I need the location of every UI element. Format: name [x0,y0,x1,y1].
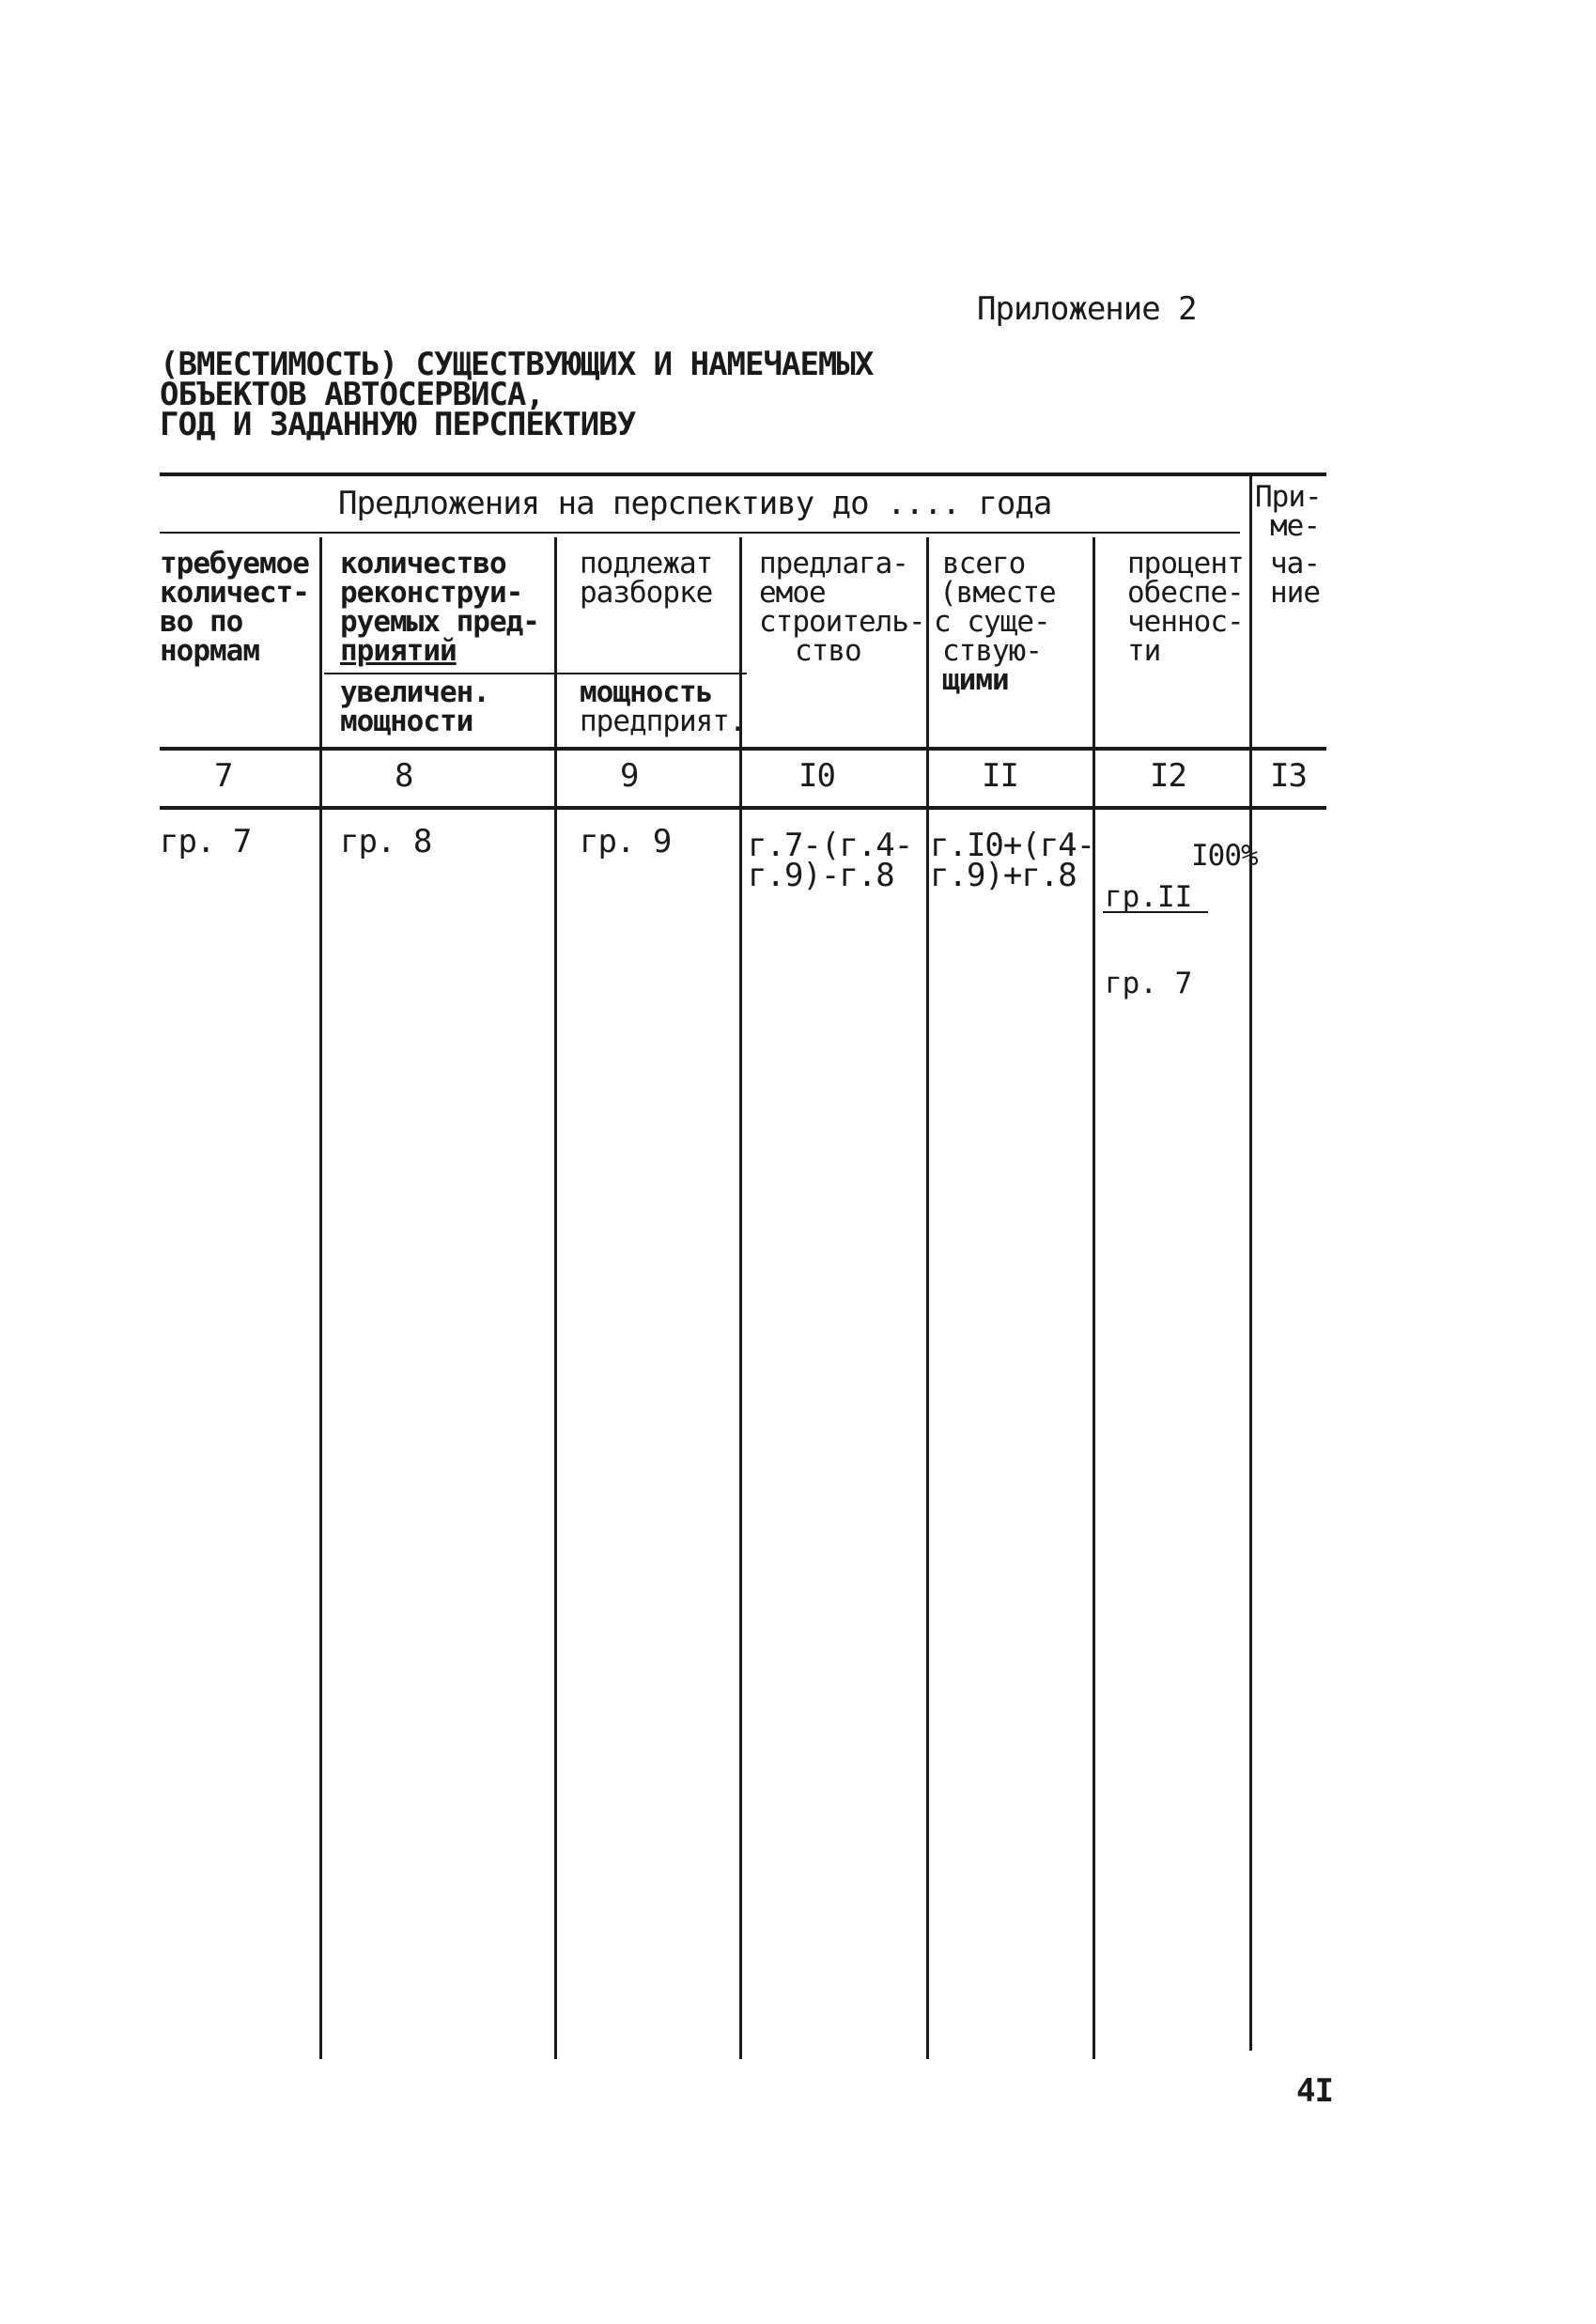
title-line: ОБЪЕКТОВ АВТОСЕРВИСА, [160,376,544,413]
header-line: приятий [340,634,457,668]
header-line: ти [1127,634,1161,668]
header-line: требуемое [160,547,309,581]
header-line: (вместе [939,576,1056,610]
header-line: подлежат [580,547,713,581]
header-line: ченнос- [1127,605,1244,639]
header-line: количест- [160,576,309,610]
sub-header-line: предприят. [580,705,746,738]
header-line: обеспе- [1127,576,1244,610]
header-line: руемых пред- [340,605,539,639]
header-line: процент [1127,547,1244,581]
column-number: I0 [798,757,835,795]
header-line: с суще- [934,605,1050,639]
sub-header-line: мощности [340,705,473,738]
header-line: реконструи- [340,576,523,610]
column-rule [1249,473,1252,2051]
column-number: 9 [620,757,639,795]
table-top-rule [160,473,1326,476]
cell-c11-line: г.9)+г.8 [930,857,1077,894]
note-header-line: При- [1255,480,1322,514]
group-header-rule [160,532,1240,534]
cell-c11-line: г.I0+(г4- [930,827,1095,864]
column-rule [926,537,929,2059]
numbers-bottom-rule [160,806,1326,810]
column-rule [554,537,557,2059]
header-line: емое [759,576,826,610]
column-number: II [982,757,1018,795]
fraction-denominator: гр. 7 [1105,967,1193,1000]
fraction-numerator: гр.II [1103,883,1208,913]
header-line: во по [160,605,243,639]
column-rule [1092,537,1095,2059]
header-line: ствую- [942,634,1042,668]
note-header-line: ча- [1270,547,1320,581]
header-line: строитель- [759,605,925,639]
header-line: нормам [160,634,259,668]
note-header-line: ме- [1270,509,1320,543]
column-rule [319,537,322,2059]
cell-c7: гр. 7 [160,823,252,860]
note-header-line: ние [1270,576,1320,610]
subheader-rule [324,673,747,674]
title-line: (ВМЕСТИМОСТЬ) СУЩЕСТВУЮЩИХ И НАМЕЧАЕМЫХ [160,346,874,383]
cell-c10-line: г.9)-г.8 [748,857,894,894]
page-number: 4I [1296,2072,1333,2110]
sub-header-line: увеличен. [340,675,489,709]
header-line: разборке [580,576,713,610]
column-number: I2 [1150,757,1186,795]
column-number: 7 [214,757,233,795]
header-line: количество [340,547,506,581]
group-header: Предложения на перспективу до .... года [338,485,1052,522]
column-number: I3 [1270,757,1307,795]
header-line: ство [795,634,861,668]
header-line: предлага- [759,547,908,581]
cell-c8: гр. 8 [340,823,432,860]
header-line: всего [942,547,1026,581]
cell-c12-suffix: I00% [1191,839,1258,873]
header-bottom-rule [160,747,1326,751]
title-line: ГОД И ЗАДАННУЮ ПЕРСПЕКТИВУ [160,406,636,443]
cell-c10-line: г.7-(г.4- [748,827,913,864]
column-number: 8 [395,757,413,795]
cell-c9: гр. 9 [580,823,672,860]
sub-header-line: мощность [580,675,713,709]
appendix-label: Приложение 2 [977,290,1197,328]
column-rule [739,537,742,2059]
header-line: щими [942,663,1009,697]
